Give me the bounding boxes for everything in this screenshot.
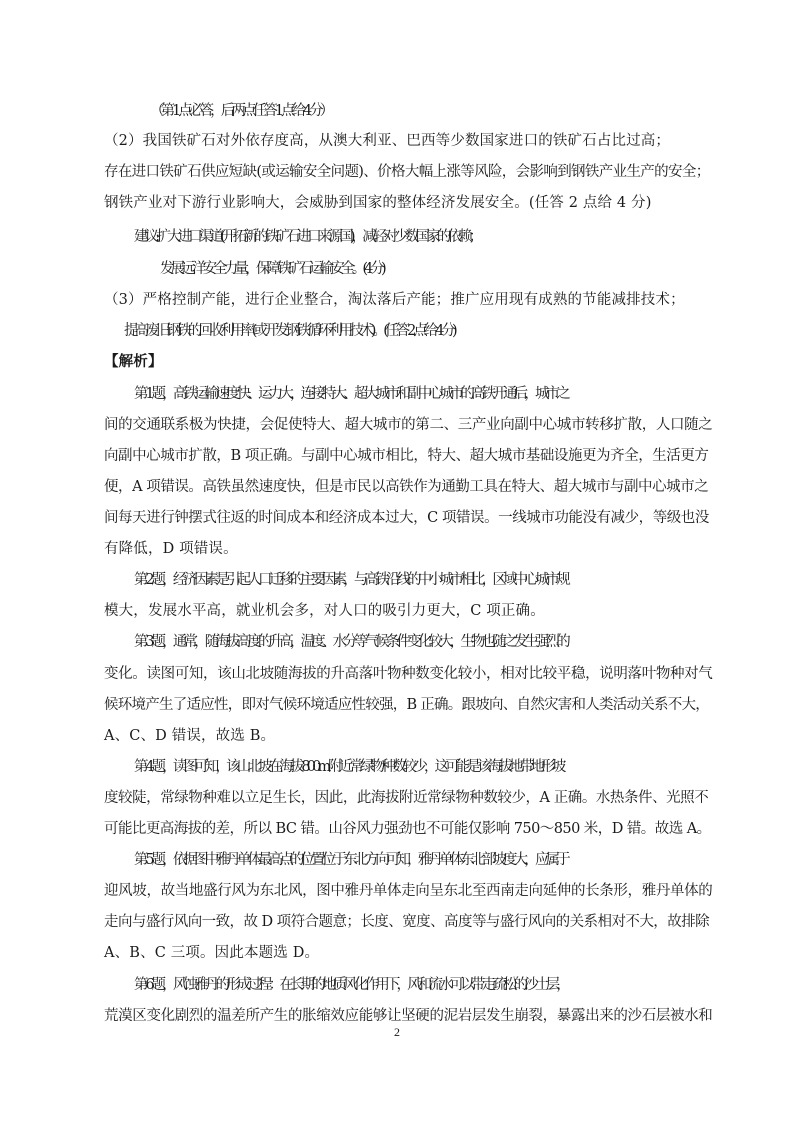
analysis-q4-line: 第 4 题，读图可知，该山北坡在海拔 800m 附近常绿物种数较少，这可能是该海拔地带地形坡	[134, 759, 563, 775]
answer-3-point-1: （3）严格控制产能，进行企业整合，淘汰落后产能；推广应用现有成熟的节能减排技术；	[104, 292, 685, 308]
analysis-q1-line: 间的交通联系极为快捷，会促使特大、超大城市的第二、三产业向副中心城市转移扩散，人口随之	[104, 417, 713, 433]
analysis-q4-line: 可能比更高海拔的差，所以 BC 错。山谷风力强劲也不可能仅影响 750～850 米，D 错。故选 A。	[104, 821, 711, 837]
analysis-q3-line: 第 3 题，通常，随海拔高度的升高，温度、水分等气候条件变化较大，生物也随之发生强烈的	[134, 634, 567, 650]
answer-2-suggestion-cont: 发展远洋安全力量，保障铁矿石运输安全。(4 分)	[160, 261, 383, 277]
answer-2-point-1: （2）我国铁矿石对外依存度高，从澳大利亚、巴西等少数国家进口的铁矿石占比过高；	[104, 133, 671, 149]
answer-2-suggestion: 建议:扩大进口渠道(开拓新的铁矿石进口来源国)，减轻对少数国家的依赖；	[134, 229, 480, 245]
analysis-q6-line: 第 6 题，风蚀雅丹的形成过程：在长期的地质风化作用下，风和流水可以带走疏松的沙土层，	[134, 977, 567, 993]
page-number: 2	[394, 1025, 400, 1039]
analysis-q5-line: 第 5 题，依据图中雅丹单体最高点的位置位于东北方向可知，雅丹单体东北部坡度大，应属于	[134, 852, 567, 868]
analysis-q1-line: 第 1 题，高铁运输速度快、运力大，连接特大、超大城市和副中心城市的高铁开通后，城市之	[134, 386, 567, 402]
analysis-q1-line: 有降低，D 项错误。	[104, 541, 238, 557]
analysis-q3-line: 变化。读图可知，该山北坡随海拔的升高落叶物种数变化较小，相对比较平稳，说明落叶物种对气	[104, 666, 713, 682]
analysis-q3-line: 候环境产生了适应性，即对气候环境适应性较强，B 正确。跟坡向、自然灾害和人类活动关系不大，	[104, 697, 710, 713]
answer-2-point-2: 存在进口铁矿石供应短缺(或运输安全问题)、价格大幅上涨等风险，会影响到钢铁产业生产的安全；	[104, 164, 710, 180]
answer-3-point-2: 提高废旧钢铁的回收利用率(或开发钢铁循环利用技术)。(任答 2 点给 4 分)	[124, 323, 454, 339]
answer-2-point-3: 钢铁产业对下游行业影响大，会威胁到国家的整体经济发展安全。(任答 2 点给 4 分)	[104, 195, 652, 211]
analysis-q2-line: 模大，发展水平高，就业机会多，对人口的吸引力更大，C 项正确。	[104, 603, 545, 619]
analysis-q6-line: 荒漠区变化剧烈的温差所产生的胀缩效应能够让坚硬的泥岩层发生崩裂，暴露出来的沙石层被水和	[104, 1008, 713, 1024]
analysis-q5-line: 迎风坡，故当地盛行风为东北风，图中雅丹单体走向呈东北至西南走向延伸的长条形，雅丹单体的	[104, 883, 713, 899]
analysis-q3-line: A、C、D 错误，故选 B。	[104, 728, 276, 744]
analysis-q5-line: A、B、C 三项。因此本题选 D。	[104, 945, 320, 961]
analysis-q4-line: 度较陡，常绿物种难以立足生长，因此，此海拔附近常绿物种数较少，A 正确。水热条件、光照不	[104, 790, 709, 806]
answer-note-1: （第 1 点必答，后两点任答 1 点给 4 分）	[150, 103, 331, 119]
analysis-q1-line: 向副中心城市扩散，B 项正确。与副中心城市相比，特大、超大城市基础设施更为齐全，生活更方	[104, 448, 709, 464]
analysis-heading: 【解析】	[104, 353, 163, 370]
analysis-q1-line: 便，A 项错误。高铁虽然速度快，但是市民以高铁作为通勤工具在特大、超大城市与副中心城市之	[104, 479, 709, 495]
analysis-q2-line: 第 2 题，经济因素是引起人口迁移的主要因素，与高铁沿线的中小城市相比，区域中心城市规	[134, 572, 567, 588]
analysis-q1-line: 间每天进行钟摆式往返的时间成本和经济成本过大，C 项错误。一线城市功能没有减少，等级也没	[104, 510, 709, 526]
analysis-q5-line: 走向与盛行风向一致，故 D 项符合题意；长度、宽度、高度等与盛行风向的关系相对不大，故排除	[104, 914, 710, 930]
